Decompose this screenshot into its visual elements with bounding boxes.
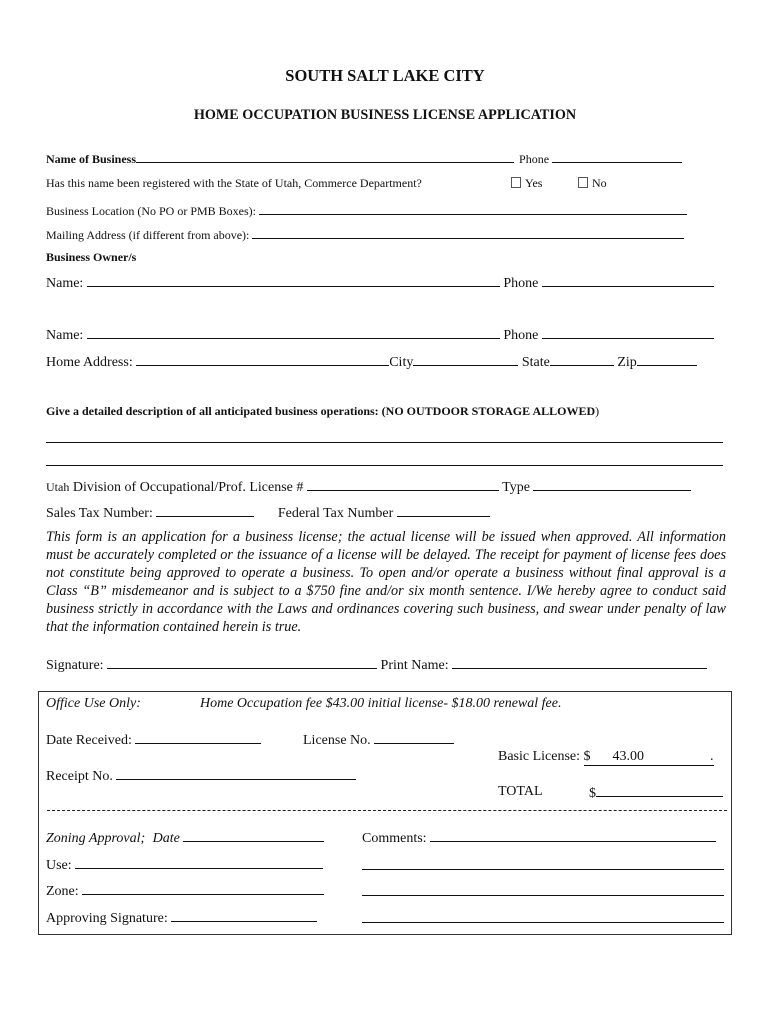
basic-license-label: Basic License: bbox=[498, 749, 581, 764]
zoning-approval-row bbox=[46, 829, 324, 847]
basic-license-end: . bbox=[710, 749, 714, 764]
home-address-label: Home Address: bbox=[46, 355, 133, 370]
signature-field[interactable] bbox=[107, 656, 377, 669]
business-name-label: Name of Business bbox=[46, 152, 137, 166]
registered-no-option[interactable] bbox=[578, 176, 607, 191]
division-license-label: Division of Occupational/Prof. License # bbox=[72, 480, 304, 495]
office-divider bbox=[47, 810, 727, 811]
date-received-label: Date Received: bbox=[46, 733, 132, 748]
city-field[interactable] bbox=[413, 353, 518, 366]
date-received-row bbox=[46, 731, 261, 749]
home-address-field[interactable] bbox=[136, 353, 389, 366]
home-address-row bbox=[46, 353, 697, 371]
total-currency: $ bbox=[589, 786, 596, 801]
use-row bbox=[46, 856, 323, 874]
zone-row bbox=[46, 882, 324, 900]
owner-2-phone-label: Phone bbox=[503, 328, 539, 343]
approving-signature-label: Approving Signature: bbox=[46, 911, 168, 926]
form-subtitle: HOME OCCUPATION BUSINESS LICENSE APPLICATION bbox=[193, 107, 577, 123]
zone-label: Zone: bbox=[46, 884, 79, 899]
total-row bbox=[498, 784, 543, 800]
federal-tax-field[interactable] bbox=[397, 504, 490, 517]
owner-2-name-label: Name: bbox=[46, 328, 84, 343]
owner-2-name-field[interactable] bbox=[87, 326, 500, 339]
basic-license-row bbox=[498, 749, 714, 766]
sales-tax-label: Sales Tax Number: bbox=[46, 506, 153, 521]
disclaimer-paragraph: This form is an application for a business license; the actual license will be issued when approved. All information must be accurately completed or the issuance of a license will be delayed. The receipt for payment of license fees does not constitute being approved to operate a business. To open and/or operate a business without final approval is a Class “B” misdemeanor and is subject to a $750 fine and/or six month sentence. I/We hereby agree to conduct said business strictly in accordance with the Laws and ordinances covering such business, and swear under penalty of law that the information contained herein is true. bbox=[46, 529, 726, 635]
license-type-field[interactable] bbox=[533, 478, 691, 491]
zoning-date-label: Date bbox=[152, 831, 180, 846]
basic-license-value[interactable] bbox=[584, 749, 714, 766]
receipt-no-label: Receipt No. bbox=[46, 769, 113, 784]
total-amount-row bbox=[589, 784, 723, 802]
zoning-approval-label: Zoning Approval; bbox=[46, 831, 146, 846]
owner-2-phone-field[interactable] bbox=[542, 326, 714, 339]
business-phone-label: Phone bbox=[519, 152, 550, 166]
business-name-field[interactable] bbox=[136, 150, 514, 163]
description-heading: Give a detailed description of all anticipated business operations: (NO OUTDOOR STORAGE ALLOWED bbox=[46, 404, 596, 418]
license-type-label: Type bbox=[502, 480, 530, 495]
business-location-row bbox=[46, 202, 687, 219]
license-no-field[interactable] bbox=[374, 731, 454, 744]
mailing-address-label: Mailing Address (if different from above): bbox=[46, 228, 250, 242]
mailing-address-field[interactable] bbox=[252, 226, 684, 239]
business-location-field[interactable] bbox=[259, 202, 687, 215]
approving-signature-row bbox=[46, 909, 317, 927]
business-phone-field[interactable] bbox=[552, 150, 682, 163]
comments-line-3[interactable] bbox=[362, 895, 724, 896]
tax-number-row bbox=[46, 504, 490, 522]
date-received-field[interactable] bbox=[135, 731, 261, 744]
use-label: Use: bbox=[46, 858, 72, 873]
use-field[interactable] bbox=[75, 856, 323, 869]
total-field[interactable] bbox=[596, 784, 723, 797]
comments-line-2[interactable] bbox=[362, 869, 724, 870]
business-owners-heading: Business Owner/s bbox=[46, 250, 137, 264]
registered-question: Has this name been registered with the State of Utah, Commerce Department? bbox=[46, 176, 422, 190]
signature-label: Signature: bbox=[46, 658, 104, 673]
mailing-address-row bbox=[46, 226, 684, 243]
description-heading-row bbox=[46, 404, 599, 419]
signature-row bbox=[46, 656, 707, 674]
owner-1-name-field[interactable] bbox=[87, 274, 500, 287]
registered-question-row bbox=[46, 176, 422, 191]
no-checkbox[interactable] bbox=[578, 177, 588, 188]
owner-2-row bbox=[46, 326, 714, 344]
print-name-label: Print Name: bbox=[380, 658, 449, 673]
yes-checkbox[interactable] bbox=[511, 177, 521, 188]
city-label: City bbox=[389, 355, 414, 370]
zip-label: Zip bbox=[617, 355, 637, 370]
division-license-row bbox=[46, 478, 691, 496]
comments-field[interactable] bbox=[430, 829, 716, 842]
owner-1-phone-field[interactable] bbox=[542, 274, 714, 287]
sales-tax-field[interactable] bbox=[156, 504, 254, 517]
zone-field[interactable] bbox=[82, 882, 324, 895]
comments-label: Comments: bbox=[362, 831, 427, 846]
total-label: TOTAL bbox=[498, 784, 543, 799]
business-location-label: Business Location (No PO or PMB Boxes): bbox=[46, 204, 256, 218]
description-heading-close: ) bbox=[595, 404, 600, 418]
comments-row bbox=[362, 829, 716, 847]
division-license-field[interactable] bbox=[307, 478, 499, 491]
basic-license-amount: 43.00 bbox=[612, 749, 645, 764]
yes-label: Yes bbox=[525, 176, 543, 190]
print-name-field[interactable] bbox=[452, 656, 707, 669]
office-use-heading: Office Use Only: bbox=[46, 696, 141, 711]
zoning-date-field[interactable] bbox=[183, 829, 324, 842]
utah-label: Utah bbox=[46, 480, 70, 494]
receipt-no-row bbox=[46, 767, 356, 785]
business-name-row bbox=[46, 150, 682, 167]
no-label: No bbox=[592, 176, 607, 190]
state-field[interactable] bbox=[550, 353, 614, 366]
receipt-no-field[interactable] bbox=[116, 767, 356, 780]
page-title: SOUTH SALT LAKE CITY bbox=[285, 66, 485, 85]
approving-signature-field[interactable] bbox=[171, 909, 317, 922]
owner-1-row bbox=[46, 274, 714, 292]
license-no-label: License No. bbox=[303, 733, 371, 748]
license-no-row bbox=[303, 731, 454, 749]
zip-field[interactable] bbox=[637, 353, 697, 366]
description-line-1[interactable] bbox=[46, 442, 723, 443]
owner-1-phone-label: Phone bbox=[503, 276, 539, 291]
federal-tax-label: Federal Tax Number bbox=[277, 506, 394, 521]
fee-note: Home Occupation fee $43.00 initial license- $18.00 renewal fee. bbox=[200, 696, 562, 711]
state-label: State bbox=[521, 355, 550, 370]
basic-license-currency: $ bbox=[583, 749, 591, 764]
registered-yes-option[interactable] bbox=[511, 176, 542, 191]
comments-line-4[interactable] bbox=[362, 922, 724, 923]
description-line-2[interactable] bbox=[46, 465, 723, 466]
owner-1-name-label: Name: bbox=[46, 276, 84, 291]
